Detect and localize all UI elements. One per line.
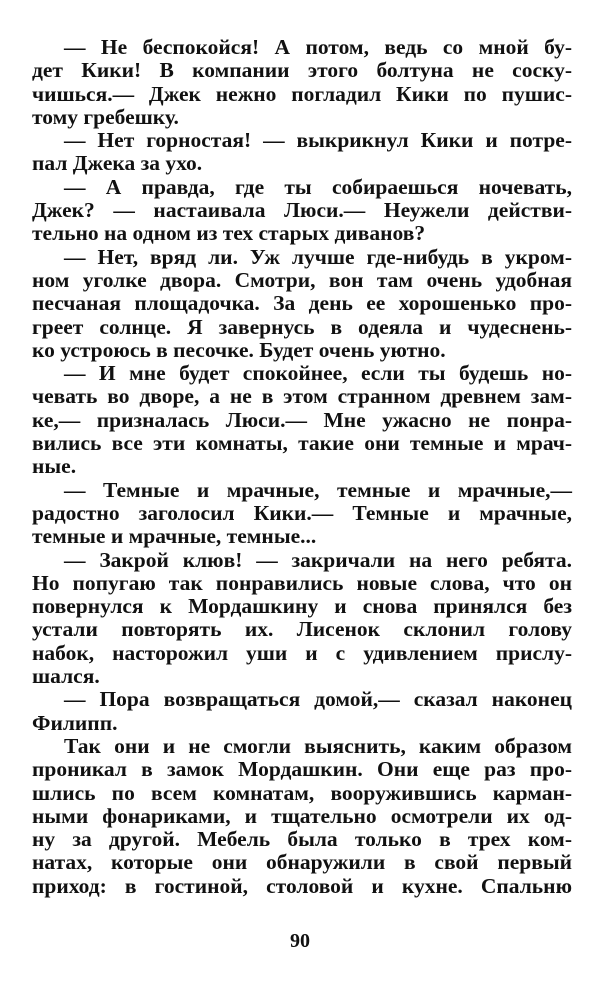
text-line: Филипп.: [32, 710, 118, 735]
paragraph: [32, 549, 572, 689]
text-line: ну за другой. Мебель была только в трех ком-: [32, 827, 572, 852]
paragraph: [32, 176, 572, 246]
text-line: — Темные и мрачные, темные и мрачные,—: [64, 477, 572, 502]
text-line: повернулся к Мордашкину и снова принялся без: [32, 594, 572, 619]
text-line: Так они и не смогли выяснить, каким образом: [64, 733, 572, 758]
paragraph: [32, 36, 572, 129]
paragraph: [32, 735, 572, 898]
text-line: песчаная площадочка. За день ее хорошенько про-: [32, 291, 572, 316]
text-line: греет солнце. Я завернусь в одеяла и чудеснень-: [32, 314, 572, 339]
text-line: — Нет, вряд ли. Уж лучше где-нибудь в укром-: [64, 244, 572, 269]
text-line: — Закрой клюв! — закричали на него ребята.: [64, 547, 572, 572]
text-line: радостно заголосил Кики.— Темные и мрачные,: [32, 500, 572, 525]
text-line: чишься.— Джек нежно погладил Кики по пушис-: [32, 81, 572, 106]
text-line: тельно на одном из тех старых диванов?: [32, 221, 426, 246]
text-line: ными фонариками, и тщательно осмотрели их од-: [32, 803, 572, 828]
paragraph: [32, 688, 572, 735]
body-text: [32, 36, 572, 898]
text-line: Но попугаю так понравились новые слова, что он: [32, 570, 572, 595]
text-line: шался.: [32, 664, 100, 689]
page-number: 90: [290, 930, 310, 952]
text-line: чевать во дворе, а не в этом странном древнем зам-: [32, 384, 572, 409]
text-line: набок, насторожил уши и с удивлением прислу-: [32, 640, 572, 665]
text-line: вились все эти комнаты, такие они темные и мрач-: [32, 431, 572, 456]
paragraph: [32, 246, 572, 362]
text-line: устали повторять их. Лисенок склонил голову: [32, 617, 572, 642]
text-line: натах, которые они обнаружили в свой первый: [32, 850, 572, 875]
text-line: темные и мрачные, темные...: [32, 524, 317, 549]
text-line: ко устроюсь в песочке. Будет очень уютно.: [32, 337, 446, 362]
text-line: — А правда, где ты собираешься ночевать,: [64, 174, 572, 199]
text-line: приход: в гостиной, столовой и кухне. Спальню: [32, 873, 572, 898]
text-line: проникал в замок Мордашкин. Они еще раз про-: [32, 757, 572, 782]
text-line: тому гребешку.: [32, 104, 179, 129]
text-line: — Нет горностая! — выкрикнул Кики и потре-: [64, 128, 572, 153]
text-line: Джек? — настаивала Люси.— Неужели действи-: [32, 198, 572, 223]
text-line: — И мне будет спокойнее, если ты будешь но-: [64, 361, 572, 386]
text-line: ном уголке двора. Смотри, вон там очень удобная: [32, 267, 572, 292]
text-line: дет Кики! В компании этого болтуна не соску-: [32, 58, 572, 83]
paragraph: [32, 362, 572, 478]
text-line: ке,— призналась Люси.— Мне ужасно не понра-: [32, 407, 572, 432]
text-line: пал Джека за ухо.: [32, 151, 203, 176]
text-line: — Пора возвращаться домой,— сказал наконец: [64, 687, 572, 712]
paragraph: [32, 479, 572, 549]
text-line: — Не беспокойся! А потом, ведь со мной бу-: [64, 35, 572, 59]
text-line: шлись по всем комнатам, вооружившись карман-: [32, 780, 572, 805]
text-line: ные.: [32, 454, 77, 479]
paragraph: [32, 129, 572, 176]
